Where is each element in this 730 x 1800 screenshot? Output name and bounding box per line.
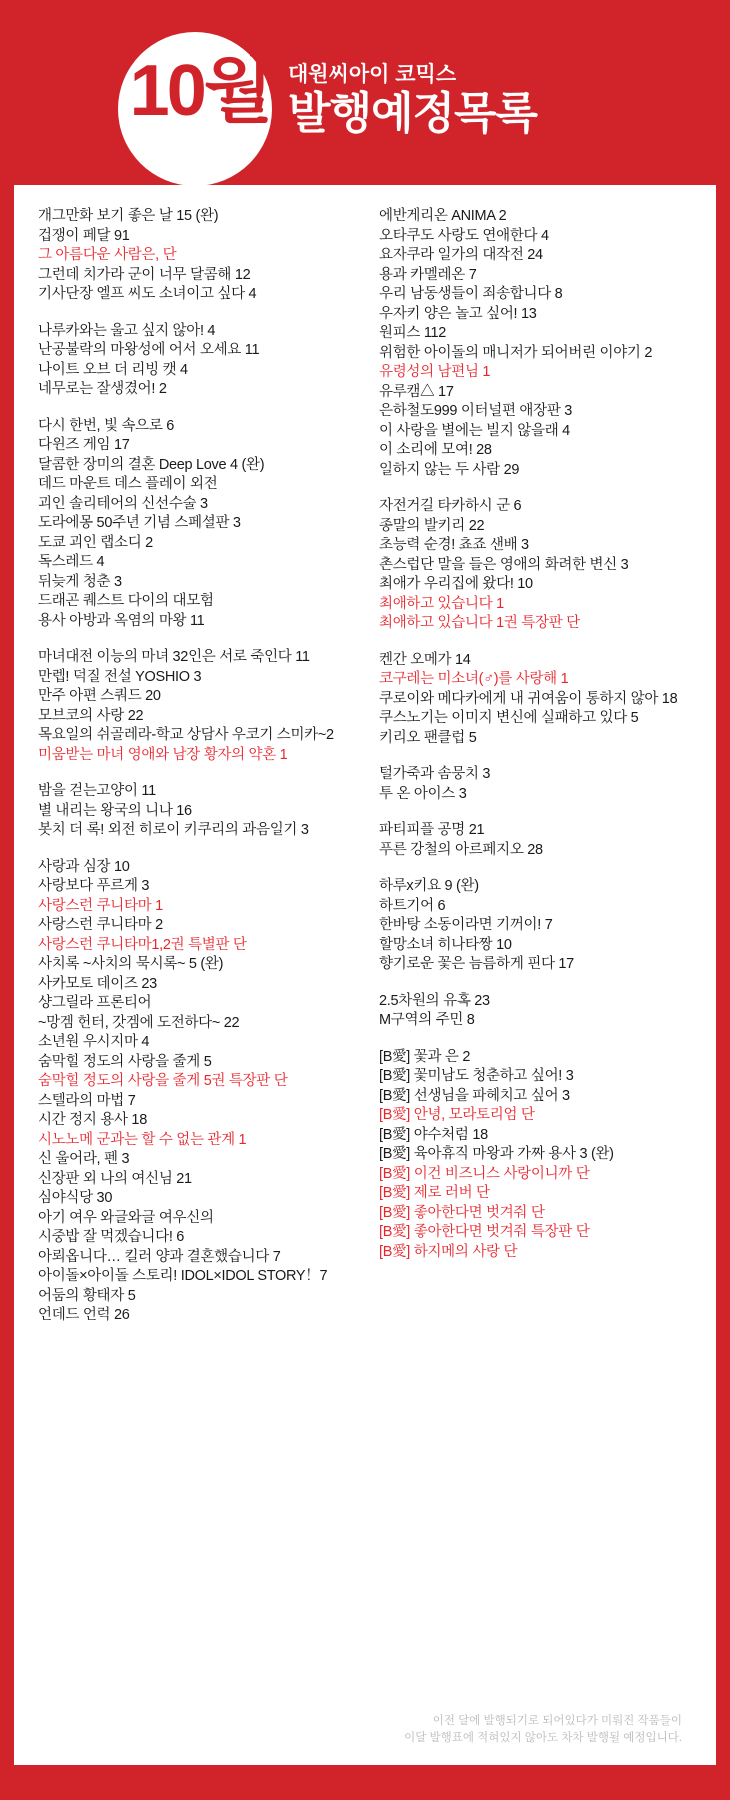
list-item: 숨막힐 정도의 사랑을 줄게 5권 특장판 단 — [38, 1073, 288, 1089]
list-item: 켄간 오메가 14 — [379, 651, 471, 668]
list-item: 언데드 언럭 26 — [38, 1307, 130, 1323]
list-item: 초능력 순경! 쵸죠 샌배 3 — [379, 537, 529, 553]
list-item: 신장판 외 나의 여신님 21 — [38, 1170, 192, 1187]
list-item: 데드 마운트 데스 플레이 외전 — [38, 476, 218, 492]
list-item: 오타쿠도 사랑도 연애한다 4 — [379, 227, 549, 244]
list-item: 요자쿠라 일가의 대작전 24 — [379, 247, 543, 263]
list-item: [B愛] 좋아한다면 벗겨줘 단 — [379, 1204, 545, 1221]
list-item: [B愛] 좋아한다면 벗겨줘 특장판 단 — [379, 1224, 590, 1240]
list-item: [B愛] 이건 비즈니스 사랑이니까 단 — [379, 1165, 590, 1182]
list-item: 겁쟁이 페달 91 — [38, 227, 130, 244]
list-item: 도쿄 괴인 랩소디 2 — [38, 534, 153, 551]
list-item: 자전거길 타카하시 군 6 — [379, 498, 522, 514]
list-item: 사랑스런 쿠니타마 1 — [38, 897, 163, 914]
list-item: 뒤늦게 청춘 3 — [38, 573, 122, 590]
list-item: 에반게리온 ANIMA 2 — [379, 208, 507, 224]
list-item: 쿠로이와 메다카에게 내 귀여움이 통하지 않아 18 — [379, 690, 678, 707]
list-item: 사랑스런 쿠니타마 2 — [38, 917, 163, 933]
list-item: [B愛] 안녕, 모라토리엄 단 — [379, 1107, 535, 1123]
list-item: [B愛] 제로 러버 단 — [379, 1185, 490, 1201]
page-header — [0, 0, 730, 185]
list-item: 하트기어 6 — [379, 897, 446, 914]
list-item: 숨막힐 정도의 사랑을 줄게 5 — [38, 1053, 212, 1070]
list-item: 목요일의 쉬골레라-학교 상담사 우코기 스미카~2 — [38, 727, 334, 743]
list-item: 그 아름다운 사람은, 단 — [38, 247, 177, 263]
list-item: 하루x키요 9 (완) — [379, 878, 479, 894]
list-group — [379, 877, 706, 975]
list-item: 나루카와는 울고 싶지 않아! 4 — [38, 322, 216, 339]
footer-note-line-1: 이전 달에 발행되기로 되어있다가 미뤄진 작품들이 — [432, 1715, 682, 1727]
list-item: 촌스럽단 말을 들은 영애의 화려한 변신 3 — [379, 556, 629, 573]
list-item: [B愛] 육아휴직 마왕과 가짜 용사 3 (완) — [379, 1146, 614, 1162]
list-item: 그런데 치가라 군이 너무 달콤해 12 — [38, 266, 251, 283]
list-item: 다윈즈 게임 17 — [38, 437, 130, 453]
list-item: 시노노메 군과는 할 수 없는 관계 1 — [38, 1131, 247, 1148]
list-item: 만주 아편 스쿼드 20 — [38, 688, 161, 704]
list-item: 최애가 우리집에 왔다! 10 — [379, 576, 533, 592]
page-title: 발행예정목록 — [288, 89, 538, 139]
list-item: 심야식당 30 — [38, 1190, 113, 1206]
list-item: 미움받는 마녀 영애와 남장 황자의 약혼 1 — [38, 746, 288, 763]
list-item: 2.5차원의 유혹 23 — [379, 992, 490, 1009]
list-item: 아이돌×아이돌 스토리! IDOL×IDOL STORY！7 — [38, 1268, 328, 1284]
list-item: 신 울어라, 펜 3 — [38, 1151, 130, 1167]
list-item: 털가죽과 솜뭉치 3 — [379, 766, 491, 782]
list-item: 은하철도999 이터널편 애장판 3 — [379, 403, 573, 419]
list-item: 소년원 우시지마 4 — [38, 1034, 150, 1050]
list-group — [379, 821, 706, 860]
list-item: 코구레는 미소녀(♂)를 사랑해 1 — [379, 671, 569, 687]
list-group — [379, 207, 706, 480]
list-group — [38, 782, 355, 841]
list-group — [379, 497, 706, 634]
list-item: 향기로운 꽃은 늠름하게 핀다 17 — [379, 956, 574, 972]
list-item: 유루캠△ 17 — [379, 383, 454, 400]
right-column — [365, 207, 716, 1343]
list-item: 투 온 아이스 3 — [379, 785, 467, 802]
list-item: 다시 한번, 빛 속으로 6 — [38, 417, 175, 434]
list-item: 종말의 발키리 22 — [379, 517, 485, 534]
list-item: 사랑보다 푸르게 3 — [38, 878, 150, 894]
list-item: 이 소리에 모여! 28 — [379, 442, 492, 458]
list-item: 원피스 112 — [379, 325, 447, 341]
header-title-block — [288, 62, 537, 137]
list-group — [38, 417, 355, 632]
list-item: 사랑과 심장 10 — [38, 858, 130, 875]
list-item: 쿠스노기는 이미지 변신에 실패하고 있다 5 — [379, 710, 639, 726]
list-item: 만렙! 덕질 전설 YOSHIO 3 — [38, 668, 202, 685]
list-item: 푸른 강철의 아르페지오 28 — [379, 841, 543, 858]
list-item: 도라에몽 50주년 기념 스페셜판 3 — [38, 515, 241, 531]
list-group — [38, 648, 355, 765]
list-item: 키리오 팬클럽 5 — [379, 729, 477, 746]
list-item: 개그만화 보기 좋은 날 15 (완) — [38, 208, 219, 224]
list-group — [38, 207, 355, 305]
list-group — [379, 765, 706, 804]
list-item: ~망겜 헌터, 갓겜에 도전하다~ 22 — [38, 1014, 240, 1031]
list-item: 드래곤 퀘스트 다이의 대모험 — [38, 593, 214, 609]
list-item: 독스레드 4 — [38, 554, 105, 570]
list-columns — [14, 185, 716, 1343]
list-item: 괴인 솔리테어의 신선수술 3 — [38, 495, 208, 512]
list-item: 밤을 걷는고양이 11 — [38, 783, 156, 799]
list-item: 우자키 양은 놀고 싶어! 13 — [379, 305, 537, 322]
footer-note-line-2: 이달 발행표에 적혀있지 않아도 차차 발행될 예정입니다. — [404, 1732, 682, 1744]
list-item: [B愛] 꽃과 은 2 — [379, 1048, 471, 1065]
list-item: 이 사랑을 별에는 빌지 않을래 4 — [379, 422, 570, 439]
list-item: [B愛] 하지메의 사랑 단 — [379, 1243, 518, 1260]
list-item: 사카모토 데이즈 23 — [38, 975, 157, 992]
list-item: 파티피플 공명 21 — [379, 822, 485, 838]
list-item: 기사단장 엘프 씨도 소녀이고 싶다 4 — [38, 286, 257, 302]
list-item: 사치록 ~사치의 묵시록~ 5 (완) — [38, 956, 224, 972]
list-group — [38, 858, 355, 1326]
list-item: [B愛] 야수처럼 18 — [379, 1126, 488, 1143]
list-item: 최애하고 있습니다 1 — [379, 595, 504, 612]
list-item: 사랑스런 쿠니타마1,2권 특별판 단 — [38, 936, 247, 953]
list-item: 아기 여우 와글와글 여우신의 — [38, 1209, 214, 1226]
list-item: 일하지 않는 두 사람 29 — [379, 461, 520, 478]
list-item: 용사 아방과 옥염의 마왕 11 — [38, 612, 205, 629]
list-item: 스텔라의 마법 7 — [38, 1092, 136, 1109]
list-item: 유령성의 남편님 1 — [379, 364, 491, 380]
list-item: 네무로는 잘생겼어! 2 — [38, 381, 167, 397]
list-item: 용과 카멜레온 7 — [379, 266, 477, 283]
left-column — [14, 207, 365, 1343]
list-item: 난공불락의 마왕성에 어서 오세요 11 — [38, 342, 260, 358]
month-label: 10월 — [129, 51, 271, 131]
list-group — [379, 651, 706, 749]
list-item: 위험한 아이돌의 매니저가 되어버린 이야기 2 — [379, 344, 653, 361]
list-item: [B愛] 선생님을 파헤치고 싶어 3 — [379, 1087, 570, 1104]
list-item: M구역의 주민 8 — [379, 1012, 475, 1028]
list-group — [38, 322, 355, 400]
list-item: 모브코의 사랑 22 — [38, 707, 144, 724]
list-item: 별 내리는 왕국의 니나 16 — [38, 802, 192, 819]
publisher-name: 대원씨아이 코믹스 — [288, 63, 457, 86]
list-item: [B愛] 꽃미남도 청춘하고 싶어! 3 — [379, 1068, 574, 1084]
footer-note — [404, 1713, 682, 1747]
list-item: 우리 남동생들이 죄송합니다 8 — [379, 286, 563, 302]
list-item: 어둠의 황태자 5 — [38, 1287, 136, 1304]
list-item: 샹그릴라 프론티어 — [38, 995, 152, 1011]
list-item: 시간 정지 용사 18 — [38, 1112, 147, 1128]
list-item: 아뢰옵니다… 킬러 양과 결혼했습니다 7 — [38, 1248, 281, 1265]
release-list-sheet — [14, 185, 716, 1765]
list-group — [379, 992, 706, 1031]
list-item: 최애하고 있습니다 1권 특장판 단 — [379, 615, 580, 631]
list-item: 시중밥 잘 먹겠습니다! 6 — [38, 1229, 185, 1245]
list-item: 할망소녀 히나타짱 10 — [379, 936, 512, 953]
list-item: 한바탕 소동이라면 기꺼이! 7 — [379, 917, 553, 933]
list-item: 달콤한 장미의 결혼 Deep Love 4 (완) — [38, 456, 265, 473]
list-item: 마녀대전 이능의 마녀 32인은 서로 죽인다 11 — [38, 649, 310, 665]
list-item: 나이트 오브 더 리빙 캣 4 — [38, 361, 188, 378]
list-item: 봇치 더 록! 외전 히로이 키쿠리의 과음일기 3 — [38, 822, 309, 838]
list-group — [379, 1048, 706, 1263]
